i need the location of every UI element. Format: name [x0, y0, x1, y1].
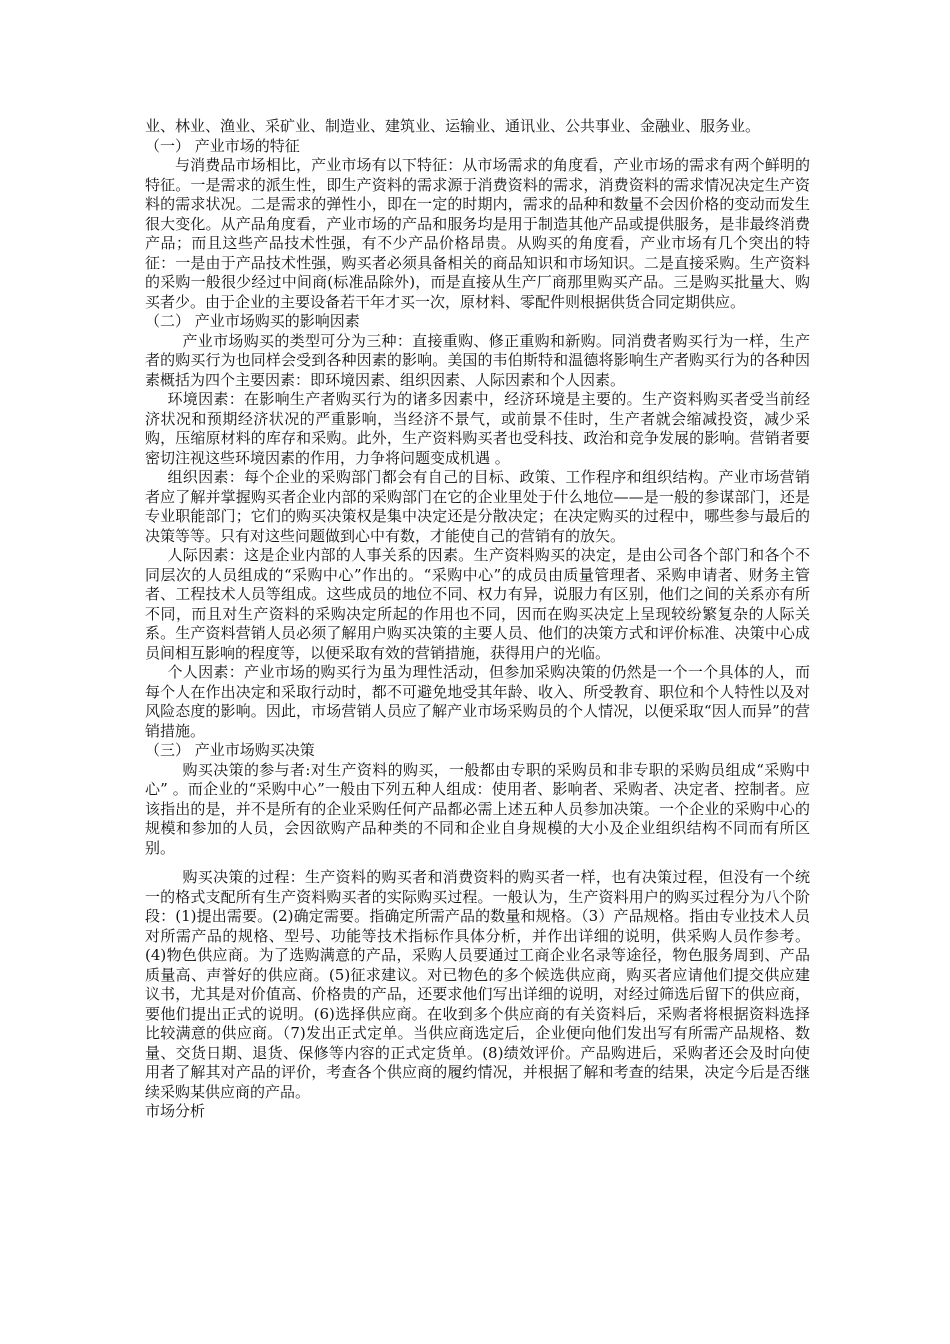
- section-heading-features: （一） 产业市场的特征: [145, 136, 300, 155]
- paragraph-industry-list: 业、林业、渔业、采矿业、制造业、建筑业、运输业、通讯业、公共事业、金融业、服务业。: [145, 117, 761, 135]
- paragraph-purchase-types: 产业市场购买的类型可分为三种：直接重购、修正重购和新购。同消费者购买行为一样，生产者的购买行为也同样会受到各种因素的影响。美国的韦伯斯特和温德将影响生产者购买行为的各种因素概括为四个主要因素：即环境因素、组织因素、人际因素和个人因素。: [145, 331, 810, 389]
- paragraph-decision-participants: 购买决策的参与者:对生产资料的购买，一般都由专职的采购员和非专职的采购员组成“采购中心” 。而企业的“采购中心”一般由下列五种人组成：使用者、影响者、采购者、决定者、控制者。应该指出的是，并不是所有的企业采购任何产品都必需上述五种人员参加决策。一个企业的采购中心的规模和参加的人员，会因欲购产品种类的不同和企业自身规模的大小及企业组织结构不同而有所区别。: [145, 760, 810, 857]
- paragraph-interpersonal-factor: 人际因素：这是企业内部的人事关系的因素。生产资料购买的决定，是由公司各个部门和各个不同层次的人员组成的“采购中心”作出的。“采购中心”的成员由质量管理者、采购申请者、财务主管者、工程技术人员等组成。这些成员的地位不同、权力有异，说服力有区别，他们之间的关系亦有所不同，而且对生产资料的采购决定所起的作用也不同，因而在购买决定上呈现较纷繁复杂的人际关系。生产资料营销人员必须了解用户购买决策的主要人员、他们的决策方式和评价标准、决策中心成员间相互影响的程度等，以便采取有效的营销措施，获得用户的光临。: [145, 546, 810, 662]
- paragraph-features: 与消费品市场相比，产业市场有以下特征：从市场需求的角度看，产业市场的需求有两个鲜明的特征。一是需求的派生性，即生产资料的需求源于消费资料的需求，消费资料的需求情况决定生产资料的需求状况。二是需求的弹性小，即在一定的时期内，需求的品种和数量不会因价格的变动而发生很大变化。从产品角度看，产业市场的产品和服务均是用于制造其他产品或提供服务，是非最终消费产品；而且这些产品技术性强，有不少产品价格昂贵。从购买的角度看，产业市场有几个突出的特征：一是由于产品技术性强，购买者必须具备相关的商品知识和市场知识。二是直接采购。生产资料的采购一般很少经过中间商(标准品除外)，而是直接从生产厂商那里购买产品。三是购买批量大、购买者少。由于企业的主要设备若干年才买一次，原材料、零配件则根据供货合同定期供应。: [145, 156, 810, 311]
- paragraph-organization-factor: 组织因素：每个企业的采购部门都会有自己的目标、政策、工作程序和组织结构。产业市场营销者应了解并掌握购买者企业内部的采购部门在它的企业里处于什么地位——是一般的参谋部门，还是专业职能部门；它们的购买决策权是集中决定还是分散决定；在决定购买的过程中，哪些参与最后的决策等等。只有对这些问题做到心中有数，才能使自己的营销有的放矢。: [145, 468, 810, 545]
- paragraph-environment-factor: 环境因素：在影响生产者购买行为的诸多因素中，经济环境是主要的。生产资料购买者受当前经济状况和预期经济状况的严重影响，当经济不景气，或前景不佳时，生产者就会缩减投资，减少采购，压缩原材料的库存和采购。此外，生产资料购买者也受科技、政治和竞争发展的影响。营销者要密切注视这些环境因素的作用，力争将问题变成机遇 。: [145, 390, 810, 467]
- paragraph-market-analysis: 市场分析: [145, 1102, 206, 1120]
- document-page: [145, 117, 810, 1122]
- section-heading-factors: （二） 产业市场购买的影响因素: [145, 312, 360, 330]
- paragraph-individual-factor: 个人因素：产业市场的购买行为虽为理性活动，但参加采购决策的仍然是一个一个具体的人，而每个人在作出决定和采取行动时，都不可避免地受其年龄、收入、所受教育、职位和个人特性以及对风险态度的影响。因此，市场营销人员应了解产业市场采购员的个人情况，以便采取“因人而异”的营销措施。: [145, 663, 810, 740]
- section-heading-decision: （三） 产业市场购买决策: [145, 741, 315, 759]
- paragraph-decision-process: 购买决策的过程：生产资料的购买者和消费资料的购买者一样，也有决策过程，但没有一个统一的格式支配所有生产资料购买者的实际购买过程。一般认为，生产资料用户的购买过程分为八个阶段：(1)提出需要。(2)确定需要。指确定所需产品的数量和规格。（3）产品规格。指由专业技术人员对所需产品的规格、型号、功能等技术指标作具体分析，并作出详细的说明，供采购人员作参考。(4)物色供应商。为了选购满意的产品，采购人员要通过工商企业名录等途径，物色服务周到、产品质量高、声誉好的供应商。(5)征求建议。对已物色的多个候选供应商，购买者应请他们提交供应建议书，尤其是对价值高、价格贵的产品，还要求他们写出详细的说明，对经过筛选后留下的供应商，要他们提出正式的说明。(6)选择供应商。在收到多个供应商的有关资料后，采购者将根据资料选择比较满意的供应商。（7)发出正式定单。当供应商选定后，企业便向他们发出写有所需产品规格、数量、交货日期、退货、保修等内容的正式定货单。(8)绩效评价。产品购进后，采购者还会及时向使用者了解其对产品的评价，考查各个供应商的履约情况，并根据了解和考查的结果，决定今后是否继续采购某供应商的产品。: [145, 868, 810, 1101]
